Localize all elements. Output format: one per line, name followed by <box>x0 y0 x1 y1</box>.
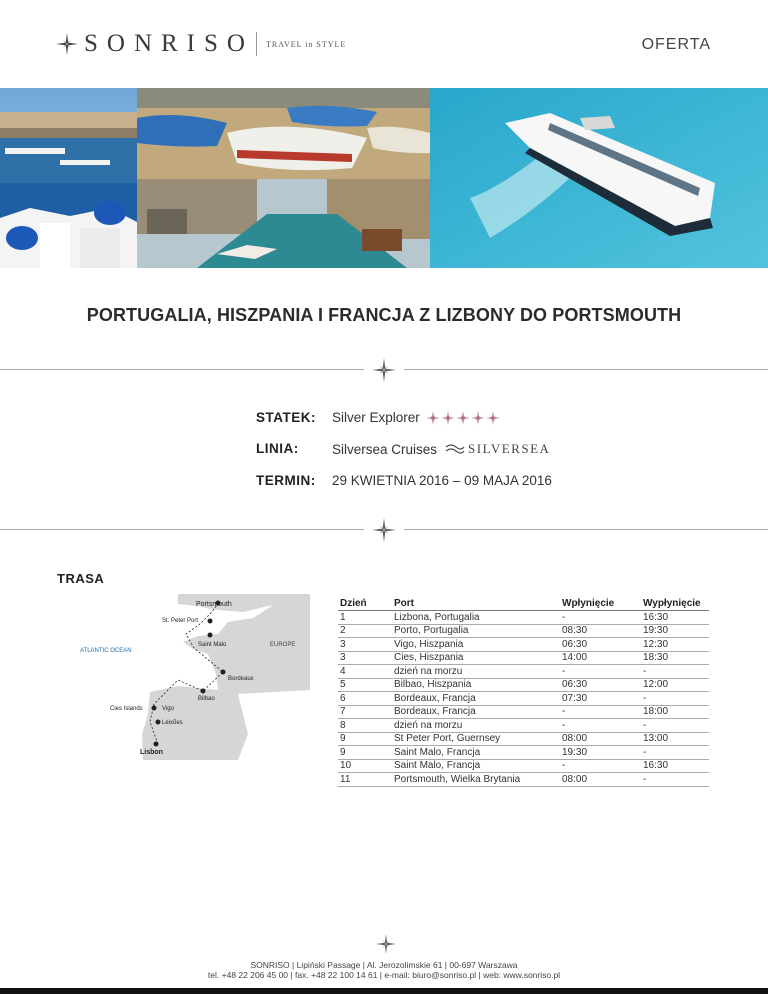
table-row <box>338 638 709 652</box>
cell-arrival: 19:30 <box>560 746 641 760</box>
map-label-cies: Cies Islands <box>110 706 143 712</box>
bottom-bar <box>0 988 768 994</box>
table-row <box>338 746 709 760</box>
line-value <box>332 441 550 457</box>
line-name: Silversea Cruises <box>332 441 438 457</box>
column-header-day: Dzień <box>338 597 392 611</box>
rating-star-icon <box>426 411 440 425</box>
rating-star-icon <box>456 411 470 425</box>
photo-harbor <box>0 88 137 268</box>
map-label-bilbao: Bilbao <box>198 696 215 702</box>
cell-port: Vigo, Hiszpania <box>392 638 560 652</box>
column-header-port: Port <box>392 597 560 611</box>
silversea-emblem-icon <box>445 443 465 455</box>
ship-value <box>332 410 501 425</box>
logo-separator <box>256 32 257 56</box>
cell-arrival: - <box>560 611 641 625</box>
map-label-leixoes: Leixões <box>162 720 183 726</box>
cell-day: 11 <box>338 773 392 787</box>
route-map <box>78 594 310 760</box>
map-label-st-peter-port: St. Peter Port <box>162 618 199 624</box>
logo[interactable] <box>56 30 346 58</box>
cell-day: 1 <box>338 611 392 625</box>
table-row <box>338 692 709 706</box>
cell-departure: - <box>641 692 709 706</box>
cell-port: Saint Malo, Francja <box>392 746 560 760</box>
silversea-logo <box>445 441 550 457</box>
cell-departure: 18:30 <box>641 651 709 665</box>
cell-port: Saint Malo, Francja <box>392 759 560 773</box>
photo-boats <box>137 88 430 179</box>
map-label-saint-malo: Saint Malo <box>198 642 227 648</box>
cell-arrival: - <box>560 759 641 773</box>
cell-departure: 16:30 <box>641 611 709 625</box>
table-row <box>338 705 709 719</box>
map-label-lisbon: Lisbon <box>140 749 163 756</box>
offer-label: OFERTA <box>641 36 711 53</box>
compass-star-icon <box>372 518 396 542</box>
cell-day: 3 <box>338 638 392 652</box>
cell-arrival: 08:30 <box>560 624 641 638</box>
table-row <box>338 773 709 787</box>
cell-day: 9 <box>338 746 392 760</box>
rating-star-icon <box>471 411 485 425</box>
cell-port: Bilbao, Hiszpania <box>392 678 560 692</box>
term-label: TERMIN: <box>256 473 316 488</box>
cell-port: Porto, Portugalia <box>392 624 560 638</box>
table-row <box>338 719 709 733</box>
cell-arrival: 07:30 <box>560 692 641 706</box>
cell-day: 10 <box>338 759 392 773</box>
cell-port: dzień na morzu <box>392 665 560 679</box>
cell-day: 9 <box>338 732 392 746</box>
cell-day: 8 <box>338 719 392 733</box>
map-label-portsmouth: Portsmouth <box>196 601 232 608</box>
map-port-vigo <box>152 706 157 711</box>
cell-port: Cies, Hiszpania <box>392 651 560 665</box>
cell-port: Bordeaux, Francja <box>392 705 560 719</box>
cell-day: 6 <box>338 692 392 706</box>
table-row <box>338 732 709 746</box>
divider <box>0 518 768 542</box>
cell-departure: 12:30 <box>641 638 709 652</box>
cell-departure: - <box>641 665 709 679</box>
cell-arrival: 08:00 <box>560 732 641 746</box>
page-title: PORTUGALIA, HISZPANIA I FRANCJA Z LIZBONY DO PORTSMOUTH <box>86 305 682 325</box>
map-port-saint-malo <box>208 633 213 638</box>
cruise-info <box>256 410 616 500</box>
silversea-wordmark: SILVERSEA <box>468 441 551 456</box>
ship-label: STATEK: <box>256 410 316 425</box>
photo-venice <box>137 179 430 268</box>
map-port-lisbon <box>154 742 159 747</box>
cell-port: dzień na morzu <box>392 719 560 733</box>
term-value: 29 KWIETNIA 2016 – 09 MAJA 2016 <box>332 473 552 488</box>
rating-star-icon <box>441 411 455 425</box>
table-row <box>338 678 709 692</box>
photo-cruise-ship <box>430 88 768 268</box>
cell-day: 4 <box>338 665 392 679</box>
cell-arrival: - <box>560 665 641 679</box>
cell-port: Portsmouth, Wielka Brytania <box>392 773 560 787</box>
map-port-bilbao <box>201 689 206 694</box>
footer-address: SONRISO | Lipiński Passage | Al. Jerozolimskie 61 | 00-697 Warszawa <box>250 960 518 970</box>
column-header-arrival: Wpłynięcie <box>560 597 641 611</box>
cell-departure: 19:30 <box>641 624 709 638</box>
cell-arrival: 08:00 <box>560 773 641 787</box>
cell-departure: 13:00 <box>641 732 709 746</box>
logo-tagline: TRAVEL in STYLE <box>265 39 347 49</box>
photo-banner <box>0 88 768 268</box>
cell-day: 2 <box>338 624 392 638</box>
table-row <box>338 665 709 679</box>
line-label: LINIA: <box>256 441 299 456</box>
cell-day: 7 <box>338 705 392 719</box>
map-label-europe: EUROPE <box>270 642 296 648</box>
cell-departure: - <box>641 746 709 760</box>
ship-rating-stars <box>426 411 501 425</box>
column-header-departure: Wypłynięcie <box>641 597 709 611</box>
map-port-leixoes <box>156 720 161 725</box>
compass-star-icon <box>372 358 396 382</box>
map-port-bordeaux <box>221 670 226 675</box>
route-heading: TRASA <box>57 571 105 586</box>
cell-arrival: - <box>560 719 641 733</box>
map-label-vigo: Vigo <box>162 706 174 712</box>
map-label-atlantic: ATLANTIC OCEAN <box>80 648 132 654</box>
table-header-row <box>338 597 709 611</box>
cell-departure: - <box>641 719 709 733</box>
table-row <box>338 611 709 625</box>
logo-wordmark: SONRISO <box>84 30 254 57</box>
cell-departure: 18:00 <box>641 705 709 719</box>
map-port-st-peter-port <box>208 619 213 624</box>
rating-star-icon <box>486 411 500 425</box>
table-row <box>338 624 709 638</box>
cell-departure: 12:00 <box>641 678 709 692</box>
divider <box>0 358 768 382</box>
cell-port: St Peter Port, Guernsey <box>392 732 560 746</box>
map-label-bordeaux: Bordeaux <box>228 676 254 682</box>
cell-arrival: 14:00 <box>560 651 641 665</box>
cell-port: Bordeaux, Francja <box>392 692 560 706</box>
route-table <box>338 597 709 787</box>
compass-star-icon <box>56 33 78 55</box>
table-row <box>338 651 709 665</box>
compass-star-icon <box>376 934 396 954</box>
cell-day: 3 <box>338 651 392 665</box>
cell-departure: - <box>641 773 709 787</box>
footer-contact: tel. +48 22 206 45 00 | fax. +48 22 100 14 61 | e-mail: biuro@sonriso.pl | web: www.sonriso.pl <box>207 970 561 980</box>
header <box>0 0 768 88</box>
cell-departure: 16:30 <box>641 759 709 773</box>
ship-name: Silver Explorer <box>332 410 420 425</box>
cell-arrival: 06:30 <box>560 638 641 652</box>
footer <box>0 960 768 980</box>
cell-arrival: - <box>560 705 641 719</box>
table-row <box>338 759 709 773</box>
cell-day: 5 <box>338 678 392 692</box>
cell-port: Lizbona, Portugalia <box>392 611 560 625</box>
cell-arrival: 06:30 <box>560 678 641 692</box>
